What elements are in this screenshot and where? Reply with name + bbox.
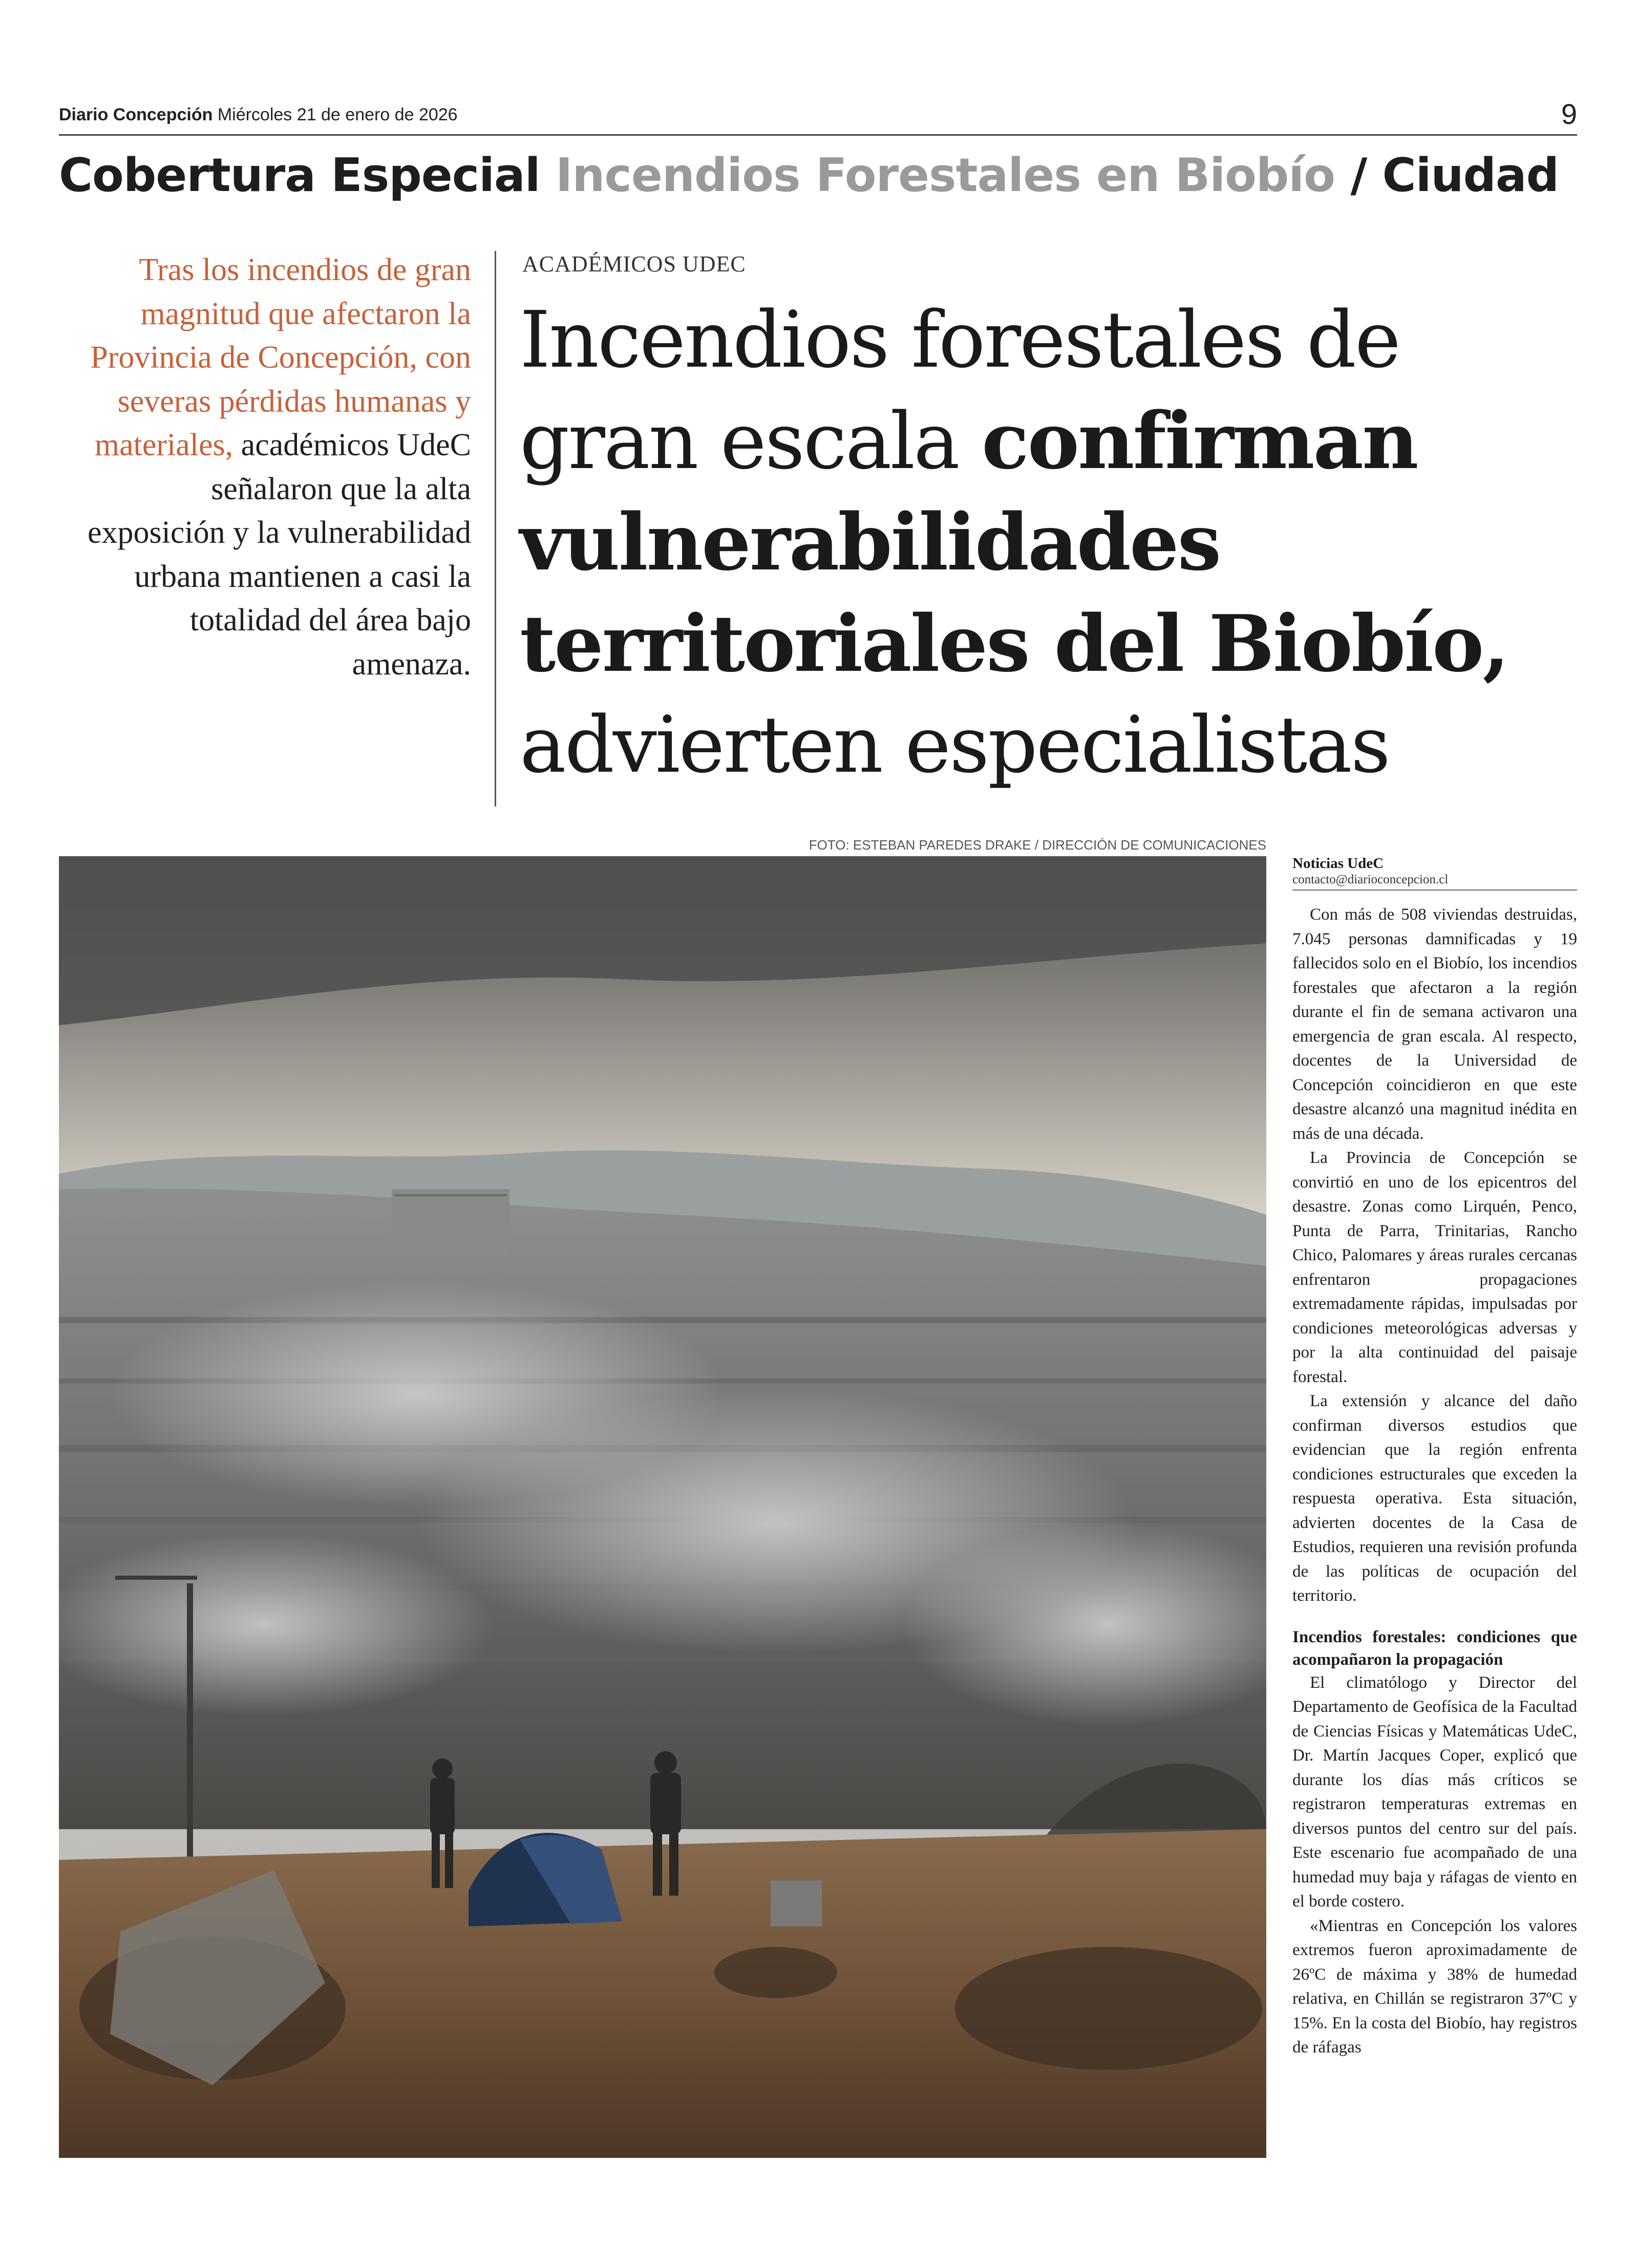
photo-credit: FOTO: ESTEBAN PAREDES DRAKE / DIRECCIÓN DE COMUNICACIONES (809, 837, 1266, 853)
newspaper-name: Diario Concepción (59, 105, 213, 124)
section-header (59, 149, 1559, 202)
byline-author: Noticias UdeC (1292, 855, 1384, 872)
body-paragraph-2: La Provincia de Concepción se convirtió en uno de los epicentros del desastre. Zonas como Lirquén, Penco, Punta de Parra, Trinitarias, Rancho Chico, Palomares y áreas rurales cercanas enfrentaron propagaciones extremadamente rápidas, impulsadas por condiciones meteorológicas adversas y por la alta continuidad del paisaje forestal. (1292, 1149, 1577, 1386)
headline-part-2: advierten especialistas (520, 700, 1389, 790)
main-photo (59, 856, 1266, 2158)
body-paragraph-5: «Mientras en Concepción los valores extremos fueron aproximadamente de 26ºC de máxima y 38% de humedad relativa, en Chillán se registraron 37ºC y 15%. En la costa del Biobío, hay registros de ráfagas (1292, 1916, 1577, 2057)
body-subheading: Incendios forestales: condiciones que acompañaron la propagación (1292, 1627, 1577, 1669)
section-label: Cobertura Especial (59, 149, 540, 202)
headline-part-1: Incendios forestales de gran escala (520, 294, 1399, 486)
body-paragraph-1: Con más de 508 viviendas destruidas, 7.045 personas damnificadas y 19 fallecidos solo en el Biobío, los incendios forestales que afectaron a la región durante el fin de semana activaron una emergencia de gran escala. Al respecto, docentes de la Universidad de Concepción coincidieron en que este desastre alcanzó una magnitud inédita en más de una década. (1292, 905, 1577, 1143)
byline-divider (1292, 889, 1577, 891)
folio-line (59, 105, 458, 125)
article-body (1292, 903, 1577, 2060)
column-divider (495, 251, 496, 807)
body-paragraph-3: La extensión y alcance del daño confirman diversos estudios que evidencian que la región enfrenta condiciones estructurales que exceden la respuesta operativa. Esta situación, advierten docentes de la Casa de Estudios, requieren una revisión profunda de las políticas de ocupación del territorio. (1292, 1392, 1577, 1605)
article-deck (82, 248, 471, 686)
byline-email[interactable]: contacto@diarioconcepcion.cl (1292, 873, 1449, 886)
article-kicker: ACADÉMICOS UDEC (522, 251, 746, 277)
section-topic: Incendios Forestales en Biobío (555, 149, 1335, 202)
page-number: 9 (1561, 98, 1577, 130)
deck-highlight: Tras los incendios de gran magnitud que afectaron la Provincia de Concepción, con severas pérdidas humanas y materiales, (90, 252, 471, 462)
article-headline (520, 289, 1569, 795)
headline-bold: confirman vulnerabilidades territoriales del Biobío, (520, 395, 1508, 689)
deck-rest: académicos UdeC señalaron que la alta exposición y la vulnerabilidad urbana mantienen a casi la totalidad del área bajo amenaza. (88, 428, 471, 682)
top-divider (59, 134, 1577, 136)
section-category: / Ciudad (1350, 149, 1559, 202)
issue-date: Miércoles 21 de enero de 2026 (217, 105, 458, 124)
body-paragraph-4: El climatólogo y Director del Departamento de Geofísica de la Facultad de Ciencias Físicas y Matemáticas UdeC, Dr. Martín Jacques Coper, explicó que durante los días más críticos se registraron temperaturas extremas en diversos puntos del centro sur del país. Este escenario fue acompañado de una humedad muy baja y ráfagas de viento en el borde costero. (1292, 1673, 1577, 1911)
